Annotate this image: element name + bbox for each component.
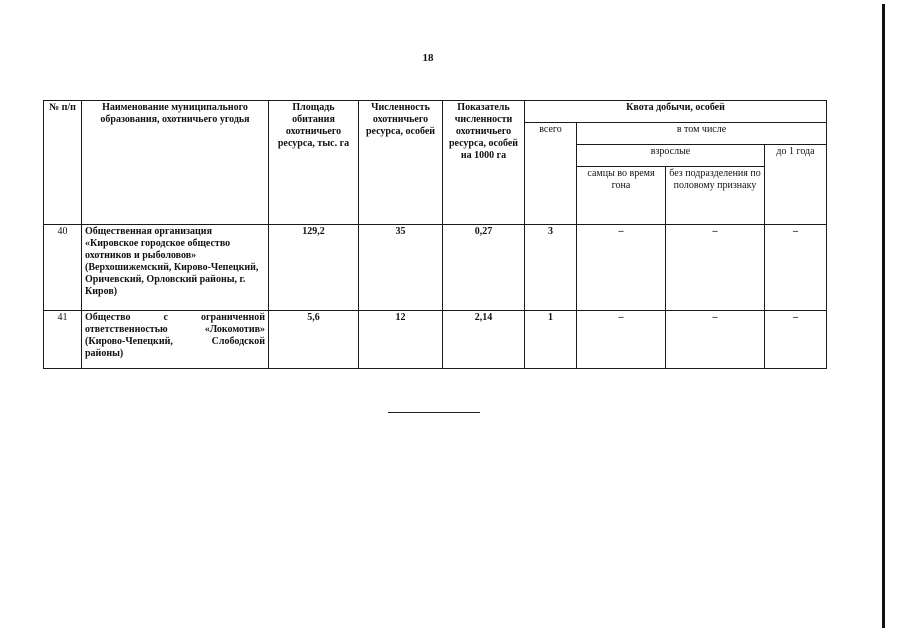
header-males-rut: самцы во время гона xyxy=(577,167,666,225)
row-density: 0,27 xyxy=(443,225,525,311)
header-no-sex-division: без подразделения по половому признаку xyxy=(666,167,765,225)
row-males-rut: – xyxy=(577,225,666,311)
header-area: Площадь обитания охотничьего ресурса, тыс. га xyxy=(269,101,359,225)
header-under-one-year: до 1 года xyxy=(765,145,827,225)
row-area: 5,6 xyxy=(269,311,359,369)
row-number: 41 xyxy=(44,311,82,369)
header-density: Показатель численности охотничьего ресурса, особей на 1000 га xyxy=(443,101,525,225)
row-density: 2,14 xyxy=(443,311,525,369)
header-including: в том числе xyxy=(577,123,827,145)
row-total: 1 xyxy=(525,311,577,369)
row-area: 129,2 xyxy=(269,225,359,311)
table-row xyxy=(44,311,827,369)
row-name: Общественная организация «Кировское городское общество охотников и рыболовов» (Верхошижемский, Кирово-Чепецкий, Оричевский, Орловский районы, г. Киров) xyxy=(82,225,269,311)
row-under-one-year: – xyxy=(765,311,827,369)
closing-rule xyxy=(388,412,480,413)
scan-edge-line xyxy=(882,4,885,628)
header-number: № п/п xyxy=(44,101,82,225)
table-row xyxy=(44,225,827,311)
header-quota: Квота добычи, особей xyxy=(525,101,827,123)
row-no-sex-division: – xyxy=(666,311,765,369)
header-count: Численность охотничьего ресурса, особей xyxy=(359,101,443,225)
header-adults: взрослые xyxy=(577,145,765,167)
row-total: 3 xyxy=(525,225,577,311)
row-no-sex-division: – xyxy=(666,225,765,311)
row-under-one-year: – xyxy=(765,225,827,311)
page-number: 18 xyxy=(422,52,434,64)
row-name: Общество с ограниченной ответственностью «Локомотив» (Кирово-Чепецкий, Слободской районы) xyxy=(82,311,269,369)
header-name: Наименование муниципального образования, охотничьего угодья xyxy=(82,101,269,225)
row-count: 12 xyxy=(359,311,443,369)
hunting-quota-table xyxy=(43,100,827,369)
row-count: 35 xyxy=(359,225,443,311)
header-total: всего xyxy=(525,123,577,225)
row-males-rut: – xyxy=(577,311,666,369)
row-number: 40 xyxy=(44,225,82,311)
